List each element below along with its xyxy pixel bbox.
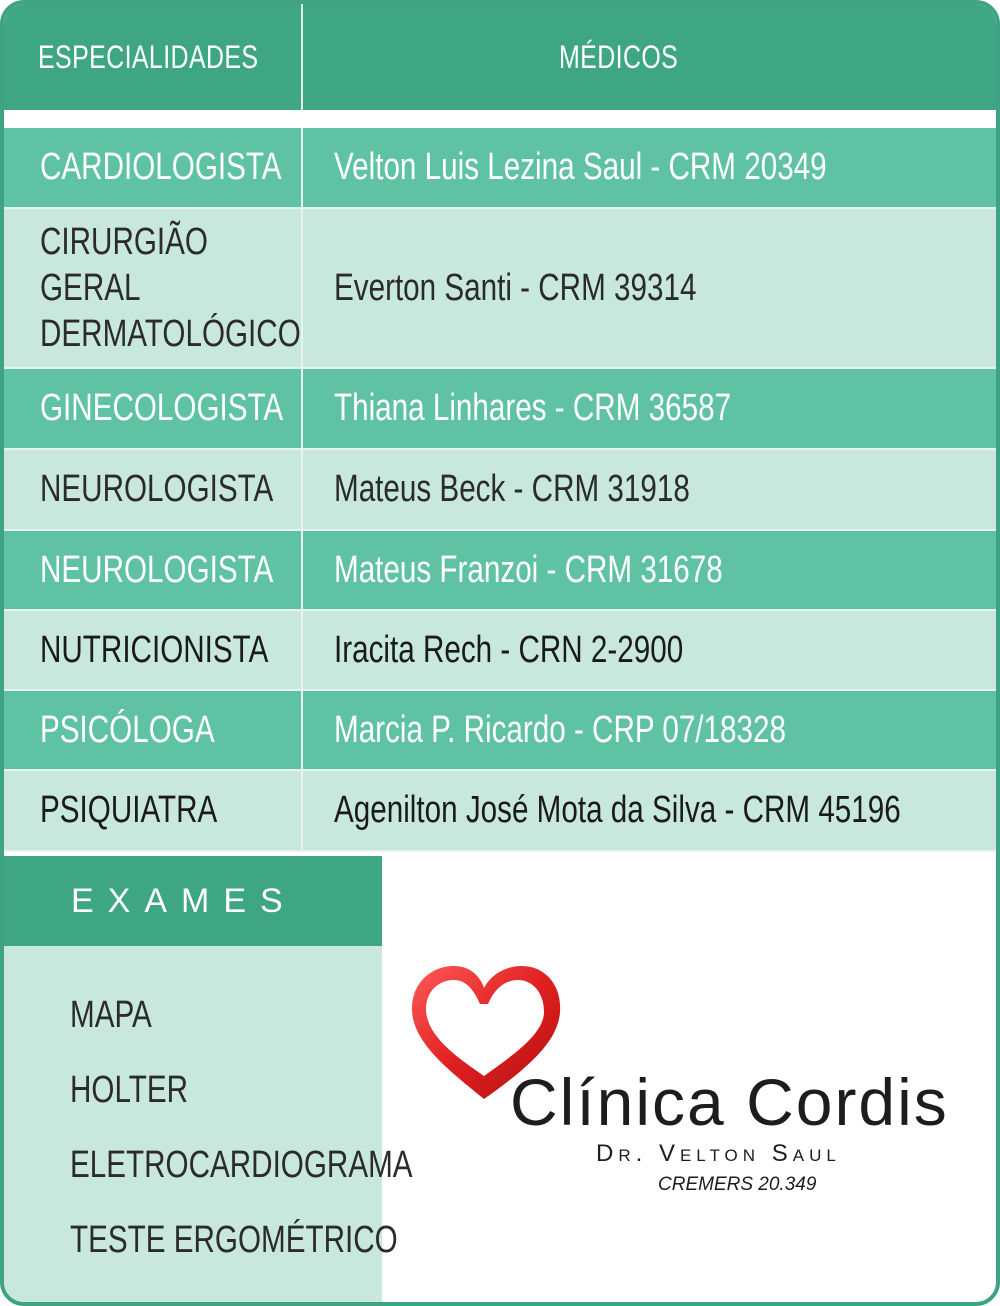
exam-item: TESTE ERGOMÉTRICO: [70, 1219, 398, 1261]
specialty-label: CIRURGIÃO GERAL DERMATOLÓGICO: [40, 221, 301, 355]
specialty-cell: [40, 531, 290, 609]
table-row: [4, 611, 1000, 691]
column-divider: [301, 128, 303, 207]
specialty-cell: [40, 771, 290, 850]
column-divider: [301, 209, 303, 367]
column-divider: [301, 771, 303, 850]
exams-title: EXAMES: [71, 881, 297, 920]
table-row: [4, 771, 1000, 852]
doctor-cell: [334, 128, 994, 207]
exams-header: [4, 856, 382, 946]
doctor-name: Dr. Velton Saul: [596, 1140, 841, 1167]
doctor-label: Velton Luis Lezina Saul - CRM 20349: [334, 146, 827, 188]
doctor-label: Everton Santi - CRM 39314: [334, 266, 697, 309]
specialty-label: NEUROLOGISTA: [40, 468, 274, 510]
table-row: [4, 450, 1000, 531]
column-divider: [301, 691, 303, 769]
specialty-cell: [40, 611, 290, 689]
specialty-label: NEUROLOGISTA: [40, 548, 274, 591]
exam-item: MAPA: [70, 994, 152, 1036]
doctor-cell: [334, 771, 994, 850]
doctor-label: Marcia P. Ricardo - CRP 07/18328: [334, 708, 786, 751]
specialty-label: PSIQUIATRA: [40, 789, 218, 831]
exam-item: HOLTER: [70, 1069, 189, 1111]
specialty-cell: [40, 691, 290, 769]
column-divider: [301, 611, 303, 689]
table-row: [4, 209, 1000, 369]
clinic-logo: [404, 964, 994, 1204]
doctor-cell: [334, 611, 994, 689]
table-header: [4, 4, 1000, 110]
header-divider: [301, 4, 303, 110]
header-specialties: ESPECIALIDADES: [38, 38, 259, 75]
column-divider: [301, 450, 303, 529]
specialty-cell: [40, 369, 290, 448]
doctor-cell: [334, 209, 994, 367]
doctor-label: Iracita Rech - CRN 2-2900: [334, 628, 684, 671]
clinic-name: Clínica Cordis: [510, 1065, 949, 1139]
column-divider: [301, 531, 303, 609]
table-row: [4, 531, 1000, 611]
doctor-cell: [334, 691, 994, 769]
exam-item: ELETROCARDIOGRAMA: [70, 1144, 413, 1186]
doctor-label: Thiana Linhares - CRM 36587: [334, 387, 732, 429]
column-divider: [301, 369, 303, 448]
table-row: [4, 128, 1000, 209]
doctor-cell: [334, 369, 994, 448]
specialty-label: GINECOLOGISTA: [40, 387, 284, 429]
header-doctors: MÉDICOS: [559, 38, 679, 75]
specialty-cell: [40, 450, 290, 529]
table-row: [4, 691, 1000, 771]
specialty-label: CARDIOLOGISTA: [40, 146, 282, 188]
doctor-label: Mateus Franzoi - CRM 31678: [334, 548, 723, 591]
doctor-label: Agenilton José Mota da Silva - CRM 45196: [334, 789, 901, 831]
doctor-cell: [334, 531, 994, 609]
doctor-label: Mateus Beck - CRM 31918: [334, 468, 690, 510]
registration-number: CREMERS 20.349: [658, 1174, 817, 1195]
table-row: [4, 369, 1000, 450]
exams-list: [4, 946, 413, 1306]
doctor-cell: [334, 450, 994, 529]
specialty-label: PSICÓLOGA: [40, 708, 215, 751]
specialty-label: NUTRICIONISTA: [40, 628, 269, 671]
specialty-cell: [40, 128, 290, 207]
specialty-cell: [40, 209, 301, 367]
header-gap: [4, 110, 1000, 128]
